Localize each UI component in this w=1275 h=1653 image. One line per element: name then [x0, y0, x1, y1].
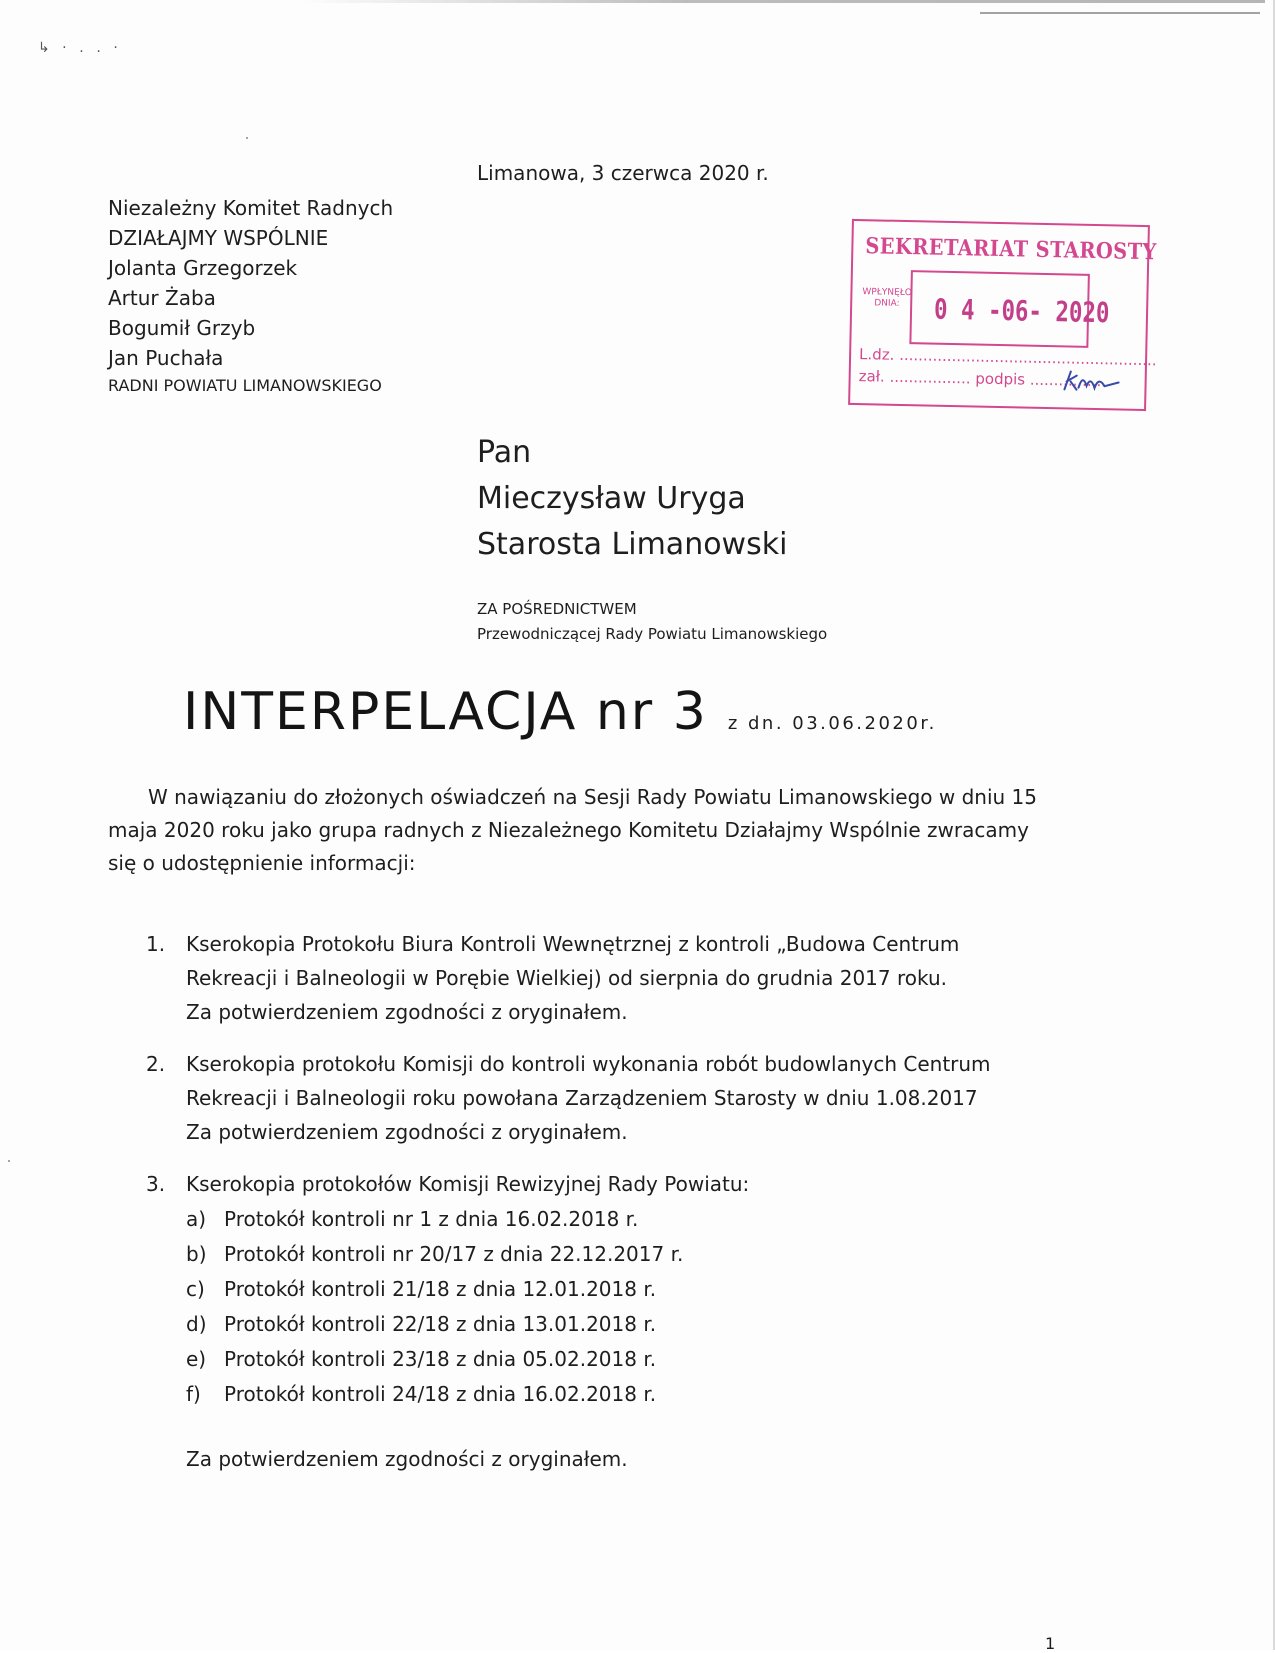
sub-item-text: Protokół kontroli nr 20/17 z dnia 22.12.2017 r.: [224, 1242, 684, 1266]
received-stamp: [848, 219, 1157, 411]
sub-item-letter: c): [186, 1277, 205, 1301]
list-item-number: 1.: [146, 932, 166, 956]
sub-item-text: Protokół kontroli 23/18 z dnia 05.02.2018 r.: [224, 1347, 657, 1371]
list-item-number: 2.: [146, 1052, 166, 1076]
sender-block: [108, 193, 393, 399]
sender-name: Artur Żaba: [108, 286, 216, 310]
sub-item-letter: b): [186, 1242, 207, 1266]
scan-dust: [8, 1160, 10, 1162]
scan-corner-mark: ↳ · ․ ․ ⋅: [38, 40, 122, 56]
addressee-salutation: Pan: [477, 435, 532, 470]
stamp-zal-line: zał. ................. podpis ................: [858, 367, 1107, 391]
sub-item-text: Protokół kontroli nr 1 z dnia 16.02.2018 r.: [224, 1207, 639, 1231]
list-item-text: Rekreacji i Balneologii w Porębie Wielkiej) od sierpnia do grudnia 2017 roku.: [186, 966, 948, 990]
sub-item-letter: e): [186, 1347, 207, 1371]
list-item-number: 3.: [146, 1172, 166, 1196]
heading-date: z dn. 03.06.2020r.: [727, 713, 937, 734]
sender-role: RADNI POWIATU LIMANOWSKIEGO: [108, 376, 382, 395]
sub-item-text: Protokół kontroli 22/18 z dnia 13.01.2018 r.: [224, 1312, 657, 1336]
place-and-date: Limanowa, 3 czerwca 2020 r.: [477, 161, 769, 185]
scan-edge-top-fold: [980, 12, 1260, 14]
intro-line: maja 2020 roku jako grupa radnych z Niezależnego Komitetu Działajmy Wspólnie zwracamy: [108, 818, 1029, 842]
handwritten-signature: [1060, 367, 1121, 396]
sender-committee-name: DZIAŁAJMY WSPÓLNIE: [108, 226, 329, 250]
list-item-text: Rekreacji i Balneologii roku powołana Zarządzeniem Starosty w dniu 1.08.2017: [186, 1086, 978, 1110]
via-recipient: Przewodniczącej Rady Powiatu Limanowskiego: [477, 625, 828, 643]
sender-name: Jan Puchała: [108, 346, 224, 370]
stamp-received-label-2: DNIA:: [874, 298, 900, 309]
scan-dust: [246, 137, 248, 139]
addressee-title: Starosta Limanowski: [477, 527, 788, 562]
stamp-date: 0 4 -06- 2020: [933, 292, 1110, 330]
intro-line: W nawiązaniu do złożonych oświadczeń na Sesji Rady Powiatu Limanowskiego w dniu 15: [148, 785, 1037, 809]
list-item-text: Za potwierdzeniem zgodności z oryginałem.: [186, 1000, 628, 1024]
sender-name: Jolanta Grzegorzek: [108, 256, 298, 280]
sub-item-text: Protokół kontroli 24/18 z dnia 16.02.2018 r.: [224, 1382, 657, 1406]
sub-item-text: Protokół kontroli 21/18 z dnia 12.01.2018 r.: [224, 1277, 657, 1301]
addressee-name: Mieczysław Uryga: [477, 481, 746, 516]
addressee-block: [477, 430, 787, 568]
sub-item-letter: f): [186, 1382, 201, 1406]
stamp-title: SEKRETARIAT STAROSTY: [865, 233, 1157, 266]
via-block: [477, 597, 827, 647]
sender-name: Bogumił Grzyb: [108, 316, 256, 340]
heading-title: INTERPELACJA nr 3: [183, 682, 708, 742]
stamp-received-label: [862, 287, 912, 310]
stamp-received-label-1: WPŁYNĘŁO: [862, 287, 912, 299]
via-label: ZA POŚREDNICTWEM: [477, 600, 637, 618]
list-item-text: Kserokopia Protokołu Biura Kontroli Wewnętrznej z kontroli „Budowa Centrum: [186, 932, 960, 956]
document-heading: [183, 682, 937, 742]
closing-note: Za potwierdzeniem zgodności z oryginałem.: [186, 1447, 628, 1471]
list-item-text: Kserokopia protokołów Komisji Rewizyjnej Rady Powiatu:: [186, 1172, 750, 1196]
sub-item-letter: d): [186, 1312, 207, 1336]
intro-line: się o udostępnienie informacji:: [108, 851, 416, 875]
page-number: 1: [1045, 1634, 1056, 1653]
list-item-text: Za potwierdzeniem zgodności z oryginałem.: [186, 1120, 628, 1144]
intro-paragraph: [108, 781, 1037, 880]
scan-edge-top: [300, 0, 1265, 3]
list-item-text: Kserokopia protokołu Komisji do kontroli wykonania robót budowlanych Centrum: [186, 1052, 991, 1076]
sender-committee: Niezależny Komitet Radnych: [108, 196, 394, 220]
stamp-ldz-line: L.dz. ......................................................: [858, 345, 1157, 370]
sub-item-letter: a): [186, 1207, 207, 1231]
